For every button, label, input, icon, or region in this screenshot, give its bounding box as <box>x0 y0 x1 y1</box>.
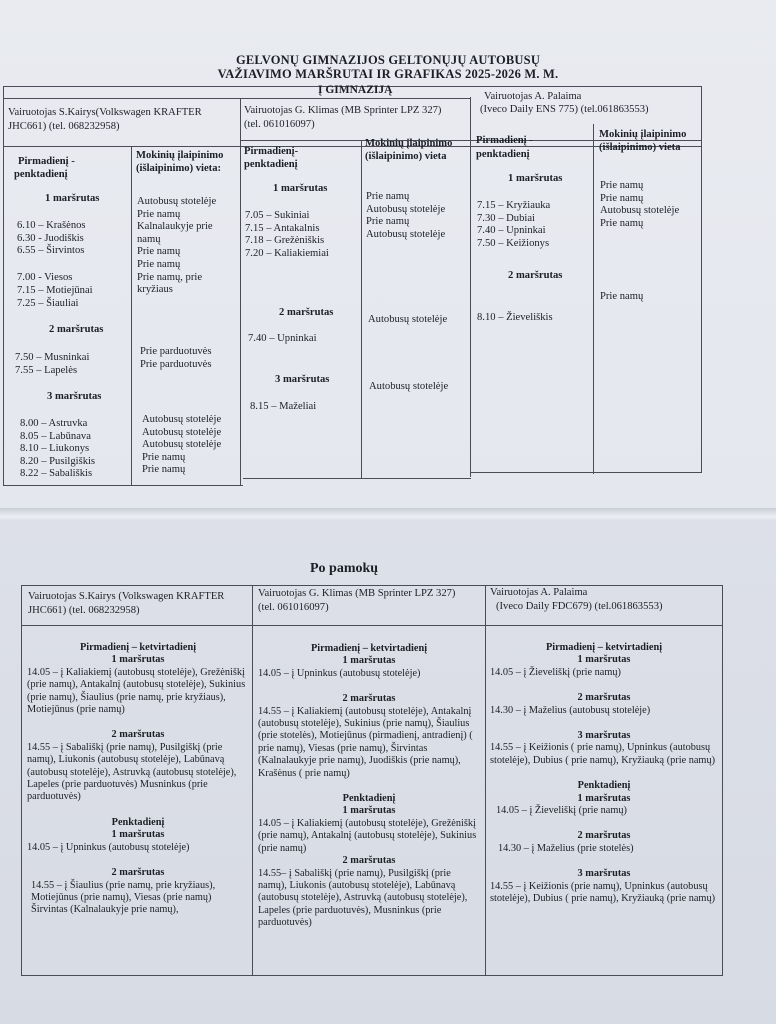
col-days-kairys-2: penktadienį <box>14 169 68 180</box>
col-place-klimas-2: (išlaipinimo) vieta <box>365 151 447 162</box>
place: Prie namų <box>366 191 410 202</box>
route-title: 3 maršrutas <box>275 374 330 385</box>
pm-driver-kairys-line1: Vairuotojas S.Kairys (Volkswagen KRAFTER <box>28 591 225 602</box>
pm-driver-palaima-line2: (Iveco Daily FDC679) (tel.061863553) <box>496 601 663 612</box>
col-place-palaima: Mokinių įlaipinimo <box>599 129 687 140</box>
stop: 7.05 – Sukiniai <box>245 210 310 221</box>
col-place-kairys-2: (išlaipinimo) vieta: <box>136 163 222 174</box>
place: Prie namų <box>366 216 410 228</box>
place: Autobusų stotelėje <box>137 196 217 207</box>
stop-list <box>17 220 93 310</box>
pm-palaima-cell <box>490 642 718 906</box>
route-text: 14.05 – į Kaliakiemį (autobusų stotelėje), Grežėniškį (prie namų), Antakalnį (autobusų stotelėje), Sukinius (prie namų) <box>258 817 477 854</box>
place: Autobusų stotelėje <box>600 205 680 217</box>
stop: 7.55 – Lapelės <box>15 364 78 376</box>
stop <box>17 258 93 271</box>
route-text: 14.05 – į Kaliakiemį (autobusų stotelėje), Grežėniškį (prie namų), Antakalnį (autobusų stotelėje), Sukinius (prie namų), Šiaulius (prie namų, prie kryžiaus), Motiejūnus (prie namų) <box>27 666 246 716</box>
col-place-klimas: Mokinių įlaipinimo <box>365 138 453 149</box>
route-title: 2 maršrutas <box>577 830 631 842</box>
stop-list <box>245 210 329 260</box>
route-text: 14.55 – į Kaliakiemį (autobusų stotelėje), Antakalnį (autobusų stotelėje), Sukinius (prie namų), Šiaulius (prie stotelės), Motiejūnus (pirmadienį, antradienį) ( prie namų), Viesas (prie namų), Širvintas (Kalnalaukyje prie namų), Juodiškis (prie namų), Krašėnus ( prie namų) <box>258 705 473 779</box>
stop: 7.25 – Šiauliai <box>17 297 79 309</box>
place: Autobusų stotelėje <box>366 203 446 215</box>
route-text: 14.30 – į Maželius (autobusų stotelėje) <box>490 704 651 716</box>
stop: 8.05 – Labūnava <box>20 430 91 442</box>
route-text: 14.05 – į Žieveliškį (prie namų) <box>496 805 627 817</box>
place: Prie namų, prie <box>137 271 203 283</box>
stop: 7.30 – Dubiai <box>477 212 535 224</box>
col-days-kairys: Pirmadienį - <box>18 156 75 167</box>
col-place-palaima-2: (išlaipinimo) vieta <box>599 142 681 153</box>
route-title: 1 maršrutas <box>111 829 165 841</box>
pm-driver-klimas-line2: (tel. 061016097) <box>258 602 329 613</box>
place-list <box>366 191 445 241</box>
col-days-klimas-2: penktadienį <box>244 159 298 170</box>
driver-palaima-line2: (Iveco Daily ENS 775) (tel.061863553) <box>480 104 649 115</box>
stop: 7.40 – Upninkai <box>248 333 317 344</box>
driver-klimas-line2: (tel. 061016097) <box>244 119 315 130</box>
route-text: 14.05 – į Žieveliškį (prie namų) <box>490 666 621 678</box>
after-lessons-heading: Po pamokų <box>310 561 379 576</box>
route-text: 14.55 – į Sabališkį (prie namų), Pusilgiškį (prie namų), Liukonis (autobusų stotelėje), Labūnavą (autobusų stotelėje), Astruvką (autobusų stotelėje), Lapeles (prie parduotuvės) Musninkus (prie parduotuvės) <box>27 741 237 803</box>
route-title: 1 maršrutas <box>577 654 631 666</box>
stop: 8.00 – Astruvka <box>20 418 88 429</box>
route-title: 3 maršrutas <box>47 391 102 402</box>
stop: 7.00 - Viesos <box>17 272 73 284</box>
stop: 7.50 – Keižionys <box>477 237 550 249</box>
place: Autobusų stotelėje <box>369 381 449 392</box>
pm-kairys-cell <box>27 642 249 917</box>
route-text: 14.55 – į Šiaulius (prie namų, prie kryžiaus), Motiejūnus (prie namų), Viesas (prie namų) Širvintas (Kalnalaukyje prie namų), <box>31 879 216 916</box>
place: Prie namų <box>600 291 644 302</box>
place: kryžiaus <box>137 284 173 296</box>
place-list <box>600 180 679 230</box>
route-text: 14.55– į Sabališkį (prie namų), Pusilgiškį (prie namų), Liukonis (autobusų stotelėje), Labūnavą (autobusų stotelėje), Astruvką (autobusų stotelėje), Lapeles (prie parduotuvės), Musninkus (prie parduotuvės) <box>258 867 468 929</box>
col-days-klimas: Pirmadienį- <box>244 146 299 157</box>
stop: 8.15 – Maželiai <box>250 401 317 412</box>
days-label: Penktadienį <box>111 816 165 828</box>
route-text: 14.55 – į Keižionis ( prie namų), Upninkus (autobusų stotelėje), Dubius ( prie namų), Kryžiauką (prie namų) <box>490 742 716 766</box>
place: Kalnalaukyje prie <box>137 221 213 233</box>
route-title: 1 maršrutas <box>111 654 165 666</box>
stop-list <box>20 418 95 481</box>
place: Autobusų stotelėje <box>142 439 222 451</box>
place-list <box>140 346 212 371</box>
route-title: 1 maršrutas <box>45 193 100 204</box>
stop: 7.40 – Upninkai <box>477 225 546 237</box>
stop: 7.50 – Musninkai <box>15 352 90 363</box>
place: namų <box>137 233 161 245</box>
col-days-palaima: Pirmadienį - <box>476 135 533 146</box>
place: Prie namų <box>137 258 181 270</box>
route-title: 2 maršrutas <box>577 692 631 704</box>
route-title: 2 maršrutas <box>49 324 104 335</box>
route-title: 1 maršrutas <box>273 183 328 194</box>
stop: 8.10 – Žieveliškis <box>477 312 553 323</box>
stop-list <box>477 200 550 250</box>
route-title: 2 maršrutas <box>111 867 165 879</box>
place: Prie namų <box>600 217 644 229</box>
route-title: 1 maršrutas <box>508 173 563 184</box>
place: Prie namų <box>600 192 644 204</box>
stop: 7.15 – Motiejūnai <box>17 284 93 296</box>
place: Prie parduotuvės <box>140 358 212 370</box>
route-text: 14.55 – į Keižionis (prie namų), Upninkus (autobusų stotelėje), Dubius ( prie namų), Kryžiauką (prie namų) <box>490 880 716 905</box>
route-title: 1 maršrutas <box>342 805 396 817</box>
route-title: 1 maršrutas <box>577 792 631 804</box>
route-title: 1 maršrutas <box>342 655 396 667</box>
days-label: Pirmadienį – ketvirtadienį <box>545 642 663 653</box>
place: Prie parduotuvės <box>140 346 212 357</box>
stop: 6.10 – Krašėnos <box>17 220 86 231</box>
route-title: 2 maršrutas <box>508 270 563 281</box>
place: Prie namų <box>142 464 186 476</box>
stop: 8.22 – Sabališkis <box>20 468 93 480</box>
pm-driver-klimas-line1: Vairuotojas G. Klimas (MB Sprinter LPZ 327) <box>258 588 456 599</box>
stop: 7.15 – Kryžiauka <box>477 200 551 211</box>
to-school-heading: Į GIMNAZIJĄ <box>318 84 393 96</box>
col-place-kairys: Mokinių įlaipinimo <box>136 150 224 161</box>
route-text: 14.30 – į Maželius (prie stotelės) <box>498 842 634 854</box>
days-label: Pirmadienį – ketvirtadienį <box>310 643 428 654</box>
route-title: 3 maršrutas <box>577 730 631 742</box>
stop: 7.18 – Grežėniškis <box>245 235 325 247</box>
days-label: Penktadienį <box>577 780 631 792</box>
place-list <box>142 414 221 477</box>
pm-driver-palaima-line1: Vairuotojas A. Palaima <box>490 587 588 598</box>
stop: 6.55 – Širvintos <box>17 245 85 257</box>
driver-palaima-line1: Vairuotojas A. Palaima <box>484 91 582 102</box>
route-text: 14.05 – į Upninkus (autobusų stotelėje) <box>27 841 190 853</box>
driver-klimas-line1: Vairuotojas G. Klimas (MB Sprinter LPZ 327) <box>244 105 442 116</box>
route-title: 2 maršrutas <box>342 855 396 867</box>
days-label: Pirmadienį – ketvirtadienį <box>79 642 197 653</box>
doc-title-line1: GELVONŲ GIMNAZIJOS GELTONŲJŲ AUTOBUSŲ <box>235 53 541 67</box>
place-list <box>137 196 216 297</box>
route-title: 3 maršrutas <box>577 868 631 880</box>
place: Autobusų stotelėje <box>366 228 446 240</box>
pm-driver-kairys-line2: JHC661) (tel. 068232958) <box>28 605 140 616</box>
driver-kairys-line2: JHC661) (tel. 068232958) <box>8 121 120 132</box>
stop: 8.20 – Pusilgiškis <box>20 455 96 467</box>
route-title: 2 maršrutas <box>342 693 396 705</box>
stop: 6.30 - Juodiškis <box>17 232 84 244</box>
place: Prie namų <box>137 246 181 258</box>
place: Prie namų <box>142 451 186 463</box>
driver-kairys-line1: Vairuotojas S.Kairys(Volkswagen KRAFTER <box>8 107 202 118</box>
place: Autobusų stotelėje <box>142 414 222 425</box>
place: Autobusų stotelėje <box>142 426 222 438</box>
doc-title-line2: VAŽIAVIMO MARŠRUTAI IR GRAFIKAS 2025-2026 M. M. <box>217 67 559 81</box>
route-text: 14.05 – į Upninkus (autobusų stotelėje) <box>258 667 421 679</box>
stop-list <box>15 352 89 377</box>
days-label: Penktadienį <box>342 793 396 805</box>
col-days-palaima-2: penktadienį <box>476 149 530 160</box>
stop: 8.10 – Liukonys <box>20 443 90 455</box>
stop: 7.20 – Kaliakiemiai <box>245 247 329 259</box>
place: Prie namų <box>600 180 644 191</box>
place: Prie namų <box>137 208 181 220</box>
route-title: 2 maršrutas <box>111 729 165 741</box>
pm-klimas-cell <box>258 643 480 930</box>
stop: 7.15 – Antakalnis <box>245 222 320 234</box>
route-title: 2 maršrutas <box>279 307 334 318</box>
place: Autobusų stotelėje <box>368 314 448 325</box>
